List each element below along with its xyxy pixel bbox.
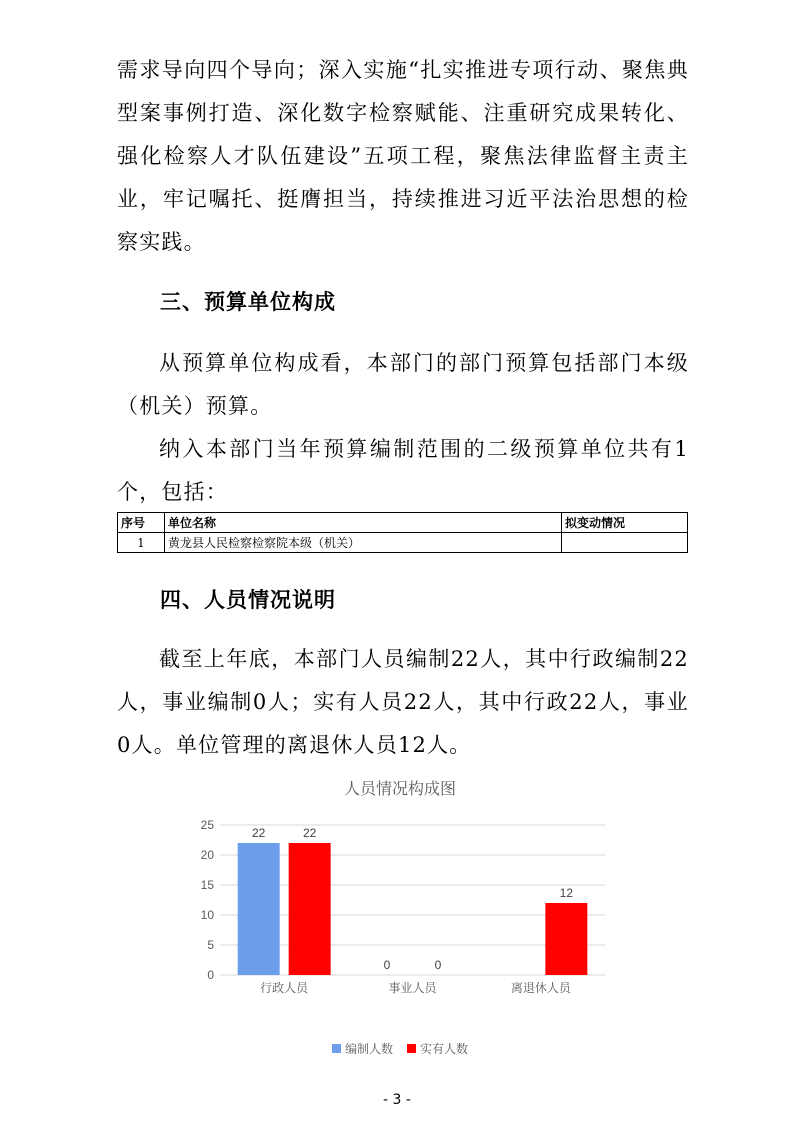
bar [289, 843, 331, 975]
paragraph-3: 纳入本部门当年预算编制范围的二级预算单位共有1个，包括： [117, 437, 689, 504]
table-header-row [118, 513, 688, 533]
table-cell: 黄龙县人民检察检察院本级（机关） [165, 533, 562, 553]
section-heading-4: 四、人员情况说明 [160, 588, 336, 612]
chart-title: 人员情况构成图 [343, 781, 457, 798]
x-tick-label: 行政人员 [260, 981, 309, 995]
y-tick-label: 20 [200, 848, 214, 862]
table-row [118, 533, 688, 553]
paragraph-1: 需求导向四个导向；深入实施“扎实推进专项行动、聚焦典型案事例打造、深化数字检察赋能、注重研究成果转化、强化检察人才队伍建设”五项工程，聚焦法律监督主责主业，牢记嘱托、挺膺担当，持续推进习近平法治思想的检察实践。 [117, 58, 689, 254]
data-label: 22 [251, 826, 266, 840]
y-tick-label: 10 [200, 908, 214, 922]
y-tick-label: 25 [200, 818, 214, 832]
data-label: 12 [559, 886, 574, 900]
bar [238, 843, 280, 975]
x-tick-label: 离退休人员 [510, 981, 571, 995]
table-cell [562, 533, 688, 553]
legend-label: 编制人数 [345, 1042, 394, 1056]
page-number: - 3 - [383, 1092, 411, 1108]
table-header-cell: 序号 [118, 513, 165, 533]
bar [545, 903, 587, 975]
table-header-cell: 拟变动情况 [562, 513, 688, 533]
table-cell: 1 [118, 533, 165, 553]
paragraph-4: 截至上年底，本部门人员编制22人，其中行政编制22人，事业编制0人；实有人员22人，其中行政22人，事业0人。单位管理的离退休人员12人。 [117, 647, 689, 757]
legend-swatch [332, 1044, 341, 1053]
legend-label: 实有人数 [420, 1042, 469, 1056]
data-label: 0 [434, 958, 442, 972]
budget-units-table [117, 512, 688, 553]
y-tick-label: 15 [200, 878, 214, 892]
paragraph-2: 从预算单位构成看，本部门的部门预算包括部门本级（机关）预算。 [117, 351, 689, 418]
section-heading-3: 三、预算单位构成 [160, 290, 336, 314]
x-tick-label: 事业人员 [388, 981, 437, 995]
data-label: 0 [383, 958, 391, 972]
y-tick-label: 5 [207, 938, 214, 952]
legend-swatch [407, 1044, 416, 1053]
table-header-cell: 单位名称 [165, 513, 562, 533]
data-label: 22 [302, 826, 317, 840]
staff-composition-chart [180, 768, 620, 1068]
y-tick-label: 0 [207, 968, 214, 982]
